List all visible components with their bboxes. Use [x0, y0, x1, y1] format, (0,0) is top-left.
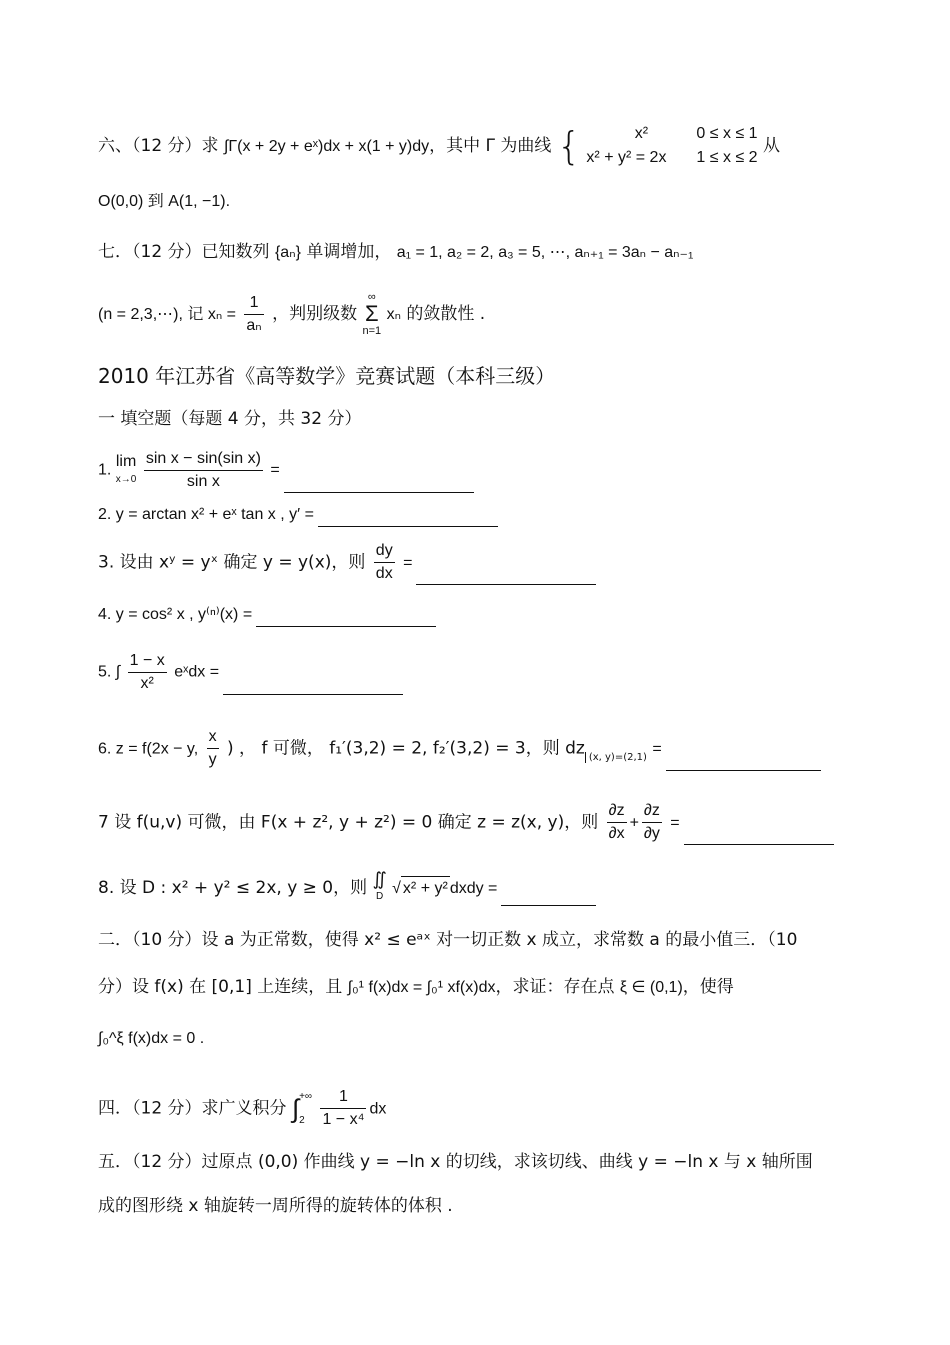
sum-bottom: n=1	[362, 325, 382, 337]
q7-num-2: ∂z	[642, 800, 662, 823]
q3-text: 3. 设由 xʸ = yˣ 确定 y = y(x)，则	[98, 552, 366, 573]
problem-6-head: 六、（12 分）求	[98, 136, 219, 156]
problem-3-line-1	[98, 975, 734, 1000]
q5-num: 1 − x	[128, 650, 167, 673]
case-1-expr: x²	[634, 125, 649, 142]
problem-7-index: (n = 2,3,⋯), 记 xₙ =	[98, 306, 236, 323]
problem-7-line-2	[98, 290, 485, 338]
sum-term: xₙ	[386, 306, 401, 323]
problem-6-integrand: ∫Γ(x + 2y + eˣ)dx + x(1 + y)dy	[223, 138, 430, 155]
problem-3-line-2: ∫₀^ξ f(x)dx = 0 .	[98, 1030, 205, 1047]
problem-3-condition: ∫₀¹ f(x)dx = ∫₀¹ xf(x)dx	[347, 979, 496, 996]
q6-den: y	[208, 751, 217, 768]
double-integral-icon: ∬	[372, 869, 387, 889]
q7-plus: +	[629, 814, 639, 832]
q8-text: 8. 设 D : x² + y² ≤ 2x, y ≥ 0，则	[98, 878, 368, 898]
q6-fraction	[207, 726, 219, 771]
problem-6-mid: ，其中 Γ 为曲线	[429, 136, 552, 156]
curve-cases	[586, 122, 757, 170]
q7-text: 7 设 f(u,v) 可微，由 F(x + z², y + z²) = 0 确定 z = z(x, y)，则	[98, 812, 599, 833]
double-integral	[373, 870, 387, 906]
left-brace-icon: {	[556, 124, 582, 168]
lim-text: lim	[115, 452, 137, 470]
answer-blank-8[interactable]	[501, 885, 596, 906]
xn-fraction	[244, 292, 263, 337]
q1-eq: =	[270, 461, 280, 479]
problem-4-dx: dx	[369, 1100, 387, 1118]
q5-den: x²	[140, 675, 154, 692]
q3-num: dy	[374, 540, 395, 563]
answer-blank-6[interactable]	[666, 750, 821, 771]
q7-num-1: ∂z	[607, 800, 627, 823]
problem-4-line	[98, 1086, 386, 1131]
limit	[116, 453, 137, 489]
q1-fraction	[144, 448, 263, 493]
q4-text: 4. y = cos² x , y⁽ⁿ⁾(x) =	[98, 606, 253, 623]
q1-den: sin x	[186, 473, 220, 490]
problem-7-judge: ，判别级数	[272, 304, 358, 324]
q3-eq: =	[403, 554, 413, 572]
q8-tail: dxdy =	[449, 880, 498, 897]
series-sum	[362, 290, 381, 338]
section-title: 2010 年江苏省《高等数学》竞赛试题（本科三级）	[98, 364, 556, 388]
integral-icon: ∫	[291, 1093, 300, 1124]
sqrt-icon: √	[392, 880, 401, 897]
q6-text: 6. z = f(2x − y,	[98, 740, 199, 758]
problem-3-prove: ，求证：存在点	[495, 977, 615, 997]
problem-7-mid: 单调增加，	[306, 242, 392, 262]
frac-den: aₙ	[246, 316, 262, 334]
q5-integral: 5. ∫	[98, 663, 121, 681]
frac-num: 1	[244, 292, 263, 315]
q3-den: dx	[375, 565, 393, 582]
p4-num: 1	[320, 1086, 366, 1109]
answer-blank-5[interactable]	[223, 674, 403, 695]
q5-tail: eˣdx =	[174, 663, 220, 681]
q6-eval-point: (x, y)=(2,1)	[585, 752, 647, 763]
fill-q1	[98, 448, 474, 493]
fill-q7	[98, 800, 834, 845]
integral-limits	[299, 1090, 312, 1128]
problem-3-head: 分）设 f(x) 在 [0,1] 上连续，且	[98, 977, 343, 997]
q6-text-2: ) ， f 可微， f₁′(3,2) = 2, f₂′(3,2) = 3，则 dz	[227, 738, 585, 759]
answer-blank-7[interactable]	[684, 824, 834, 845]
problem-3-tail: ，使得	[682, 977, 734, 997]
upper-limit: +∞	[299, 1090, 313, 1102]
sum-icon: Σ	[365, 301, 379, 326]
fill-q2	[98, 503, 498, 527]
problem-3-xi: ξ ∈ (0,1)	[619, 979, 683, 996]
lower-limit: 2	[299, 1114, 305, 1126]
q8-sqrt: x² + y²	[401, 876, 450, 901]
q7-fraction-1	[607, 800, 627, 845]
problem-5-line-1: 五．（12 分）过原点 (0,0) 作曲线 y = −ln x 的切线，求该切线、曲线 y = −ln x 与 x 轴所围	[98, 1152, 813, 1172]
q7-den-1: ∂x	[608, 825, 625, 842]
q2-text: 2. y = arctan x² + eˣ tan x , y′ =	[98, 506, 314, 523]
q1-label: 1.	[98, 461, 112, 479]
q7-fraction-2	[642, 800, 662, 845]
part-1-heading: 一 填空题（每题 4 分，共 32 分）	[98, 409, 362, 429]
sum-top: ∞	[367, 291, 376, 303]
p4-den: 1 − x⁴	[322, 1111, 365, 1128]
problem-5-line-2: 成的图形绕 x 轴旋转一周所得的旋转体的体积 .	[98, 1196, 453, 1216]
answer-blank-2[interactable]	[318, 506, 498, 527]
q3-fraction	[374, 540, 395, 585]
problem-4-fraction	[320, 1086, 366, 1131]
fill-q4	[98, 603, 436, 627]
case-1-cond: 0 ≤ x ≤ 1	[696, 125, 758, 142]
lim-sub: x→0	[115, 473, 137, 485]
problem-6-line-1	[98, 122, 780, 170]
problem-4-head: 四．（12 分）求广义积分	[98, 1098, 287, 1119]
problem-7-head: 七．（12 分）已知数列	[98, 242, 270, 262]
case-2-cond: 1 ≤ x ≤ 2	[696, 149, 758, 166]
fill-q3	[98, 540, 596, 585]
case-2-expr: x² + y² = 2x	[586, 149, 667, 166]
q1-num: sin x − sin(sin x)	[144, 448, 263, 471]
fill-q5	[98, 650, 403, 695]
answer-blank-4[interactable]	[256, 606, 436, 627]
problem-2-line: 二．（10 分）设 a 为正常数，使得 x² ≤ eᵃˣ 对一切正数 x 成立，求常数 a 的最小值三．（10	[98, 930, 798, 950]
q7-eq: =	[670, 814, 680, 832]
problem-6-line-2: O(0,0) 到 A(1, −1).	[98, 193, 231, 210]
recurrence: a₁ = 1, a₂ = 2, a₃ = 5, ⋯, aₙ₊₁ = 3aₙ − aₙ₋₁	[396, 244, 694, 261]
answer-blank-1[interactable]	[284, 472, 474, 493]
fill-q8	[98, 870, 596, 906]
q6-num: x	[207, 726, 219, 749]
fill-q6	[98, 726, 821, 771]
problem-7-tail: 的敛散性 .	[406, 304, 486, 324]
q7-den-2: ∂y	[643, 825, 660, 842]
problem-7-line-1	[98, 240, 693, 265]
q6-eq: =	[652, 740, 662, 758]
q5-fraction	[128, 650, 167, 695]
sequence-symbol: {aₙ}	[274, 244, 301, 261]
answer-blank-3[interactable]	[416, 564, 596, 585]
problem-6-tail: 从	[762, 136, 780, 156]
q8-region: D	[376, 891, 384, 902]
